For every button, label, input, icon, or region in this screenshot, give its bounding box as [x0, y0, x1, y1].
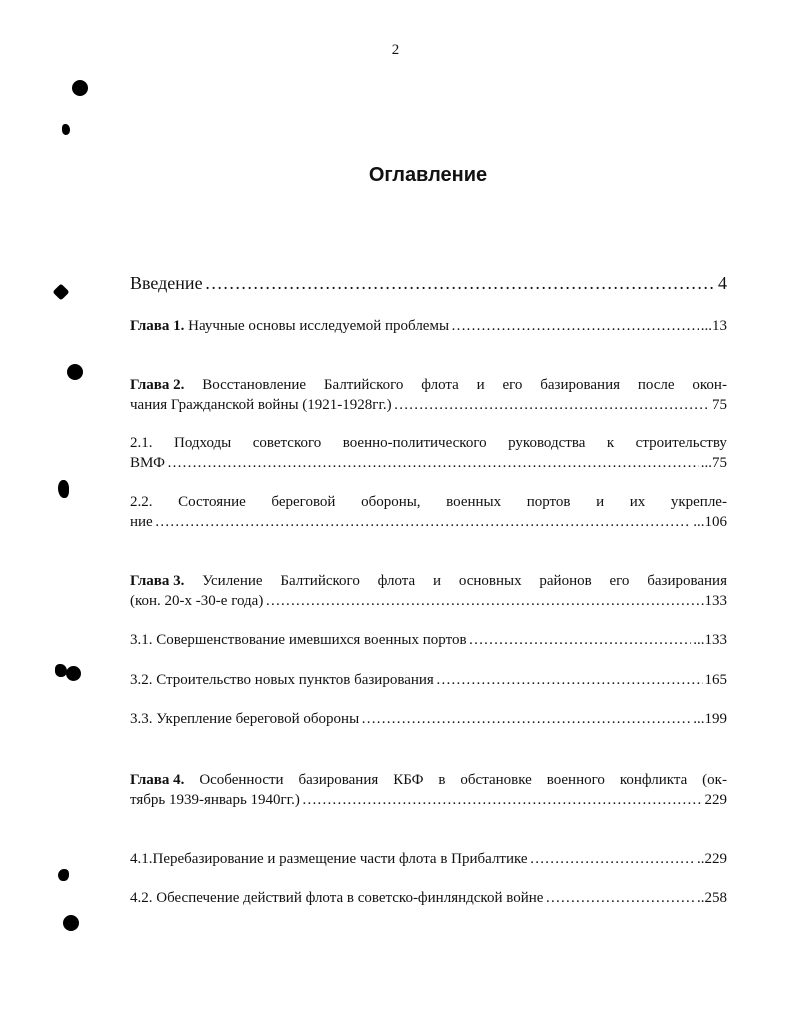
word: Балтийского — [280, 573, 360, 589]
section-4-1-page: ..229 — [697, 851, 727, 867]
chapter-3-prefix: Глава 3. — [130, 573, 185, 589]
leader-dots — [394, 395, 710, 415]
punch-hole-mark — [67, 364, 83, 380]
word: Подходы — [174, 435, 232, 451]
word: конфликта — [619, 772, 688, 788]
word: и — [596, 494, 605, 510]
chapter-2-page: 75 — [712, 397, 727, 413]
word: укрепле- — [670, 494, 727, 510]
word: к — [606, 435, 615, 451]
section-3-1-page: ...133 — [693, 632, 727, 648]
word: его — [609, 573, 630, 589]
word: КБФ — [393, 772, 424, 788]
chapter-1-page: ...13 — [700, 318, 727, 334]
leader-dots — [155, 512, 692, 532]
section-2-1-title-line2: ВМФ — [130, 455, 165, 471]
section-3-2-title: 3.2. Строительство новых пунктов базирования — [130, 672, 434, 688]
chapter-3-title-line2: (кон. 20-х -30-е года) — [130, 593, 264, 609]
section-3-1-title: 3.1. Совершенствование имевшихся военных портов — [130, 632, 467, 648]
word: строительству — [635, 435, 727, 451]
word: базирования — [647, 573, 727, 589]
word: военных — [446, 494, 502, 510]
word: советского — [252, 435, 322, 451]
word: (ок- — [702, 772, 727, 788]
section-3-3-title: 3.3. Укрепление береговой обороны — [130, 711, 360, 727]
toc-entry-section-4-2[interactable] — [130, 888, 727, 908]
section-3-3-page: ...199 — [693, 711, 727, 727]
toc-entry-section-2-1[interactable] — [130, 433, 727, 473]
word: их — [629, 494, 646, 510]
word: флота — [377, 573, 416, 589]
section-4-2-page: ..258 — [697, 890, 727, 906]
word: окон- — [692, 377, 727, 393]
word: Восстановление — [202, 377, 307, 393]
toc-entry-section-3-1[interactable] — [130, 630, 727, 650]
page-title: Оглавление — [368, 164, 488, 186]
chapter-2-title-line2: чания Гражданской войны (1921-1928гг.) — [130, 397, 392, 413]
leader-dots — [205, 273, 716, 293]
word: обстановке — [460, 772, 532, 788]
chapter-2-prefix: Глава 2. — [130, 377, 185, 393]
section-3-2-page: 165 — [704, 672, 727, 688]
toc-entry-chapter-4[interactable] — [130, 770, 727, 810]
word: военного — [546, 772, 605, 788]
section-2-1-page: ...75 — [700, 455, 727, 471]
chapter-3-page: .133 — [700, 593, 727, 609]
scan-blot-mark — [62, 124, 70, 135]
page-number: 2 — [391, 42, 400, 58]
word: береговой — [271, 494, 336, 510]
word: основных — [458, 573, 522, 589]
word: и — [432, 573, 442, 589]
word: 2.2. — [130, 494, 153, 510]
chapter-1-title: Научные основы исследуемой проблемы — [184, 318, 450, 334]
leader-dots — [436, 670, 703, 690]
word: портов — [526, 494, 571, 510]
word: в — [438, 772, 446, 788]
leader-dots — [167, 453, 699, 473]
word: 2.1. — [130, 435, 153, 451]
word: флота — [421, 377, 459, 393]
word: районов — [539, 573, 592, 589]
word: Особенности — [199, 772, 284, 788]
leader-dots — [545, 888, 695, 908]
punch-hole-mark — [72, 80, 88, 96]
toc-entry-section-3-3[interactable] — [130, 709, 727, 729]
section-2-2-title-line2: ние — [130, 514, 153, 530]
toc-entry-section-2-2[interactable] — [130, 492, 727, 532]
scan-blot-mark — [58, 480, 69, 498]
word: базирования — [298, 772, 379, 788]
section-2-2-page: ...106 — [693, 514, 727, 530]
word: после — [637, 377, 675, 393]
chapter-4-page: 229 — [704, 792, 727, 808]
leader-dots — [451, 316, 699, 336]
leader-dots — [302, 790, 703, 810]
toc-entry-chapter-3[interactable] — [130, 571, 727, 611]
word: Балтийского — [323, 377, 404, 393]
word: руководства — [508, 435, 586, 451]
word: базирования — [540, 377, 621, 393]
toc-entry-intro[interactable] — [130, 273, 727, 293]
leader-dots — [265, 591, 698, 611]
scan-blot-mark — [58, 869, 69, 881]
chapter-4-title-line2: тябрь 1939-январь 1940гг.) — [130, 792, 300, 808]
word: обороны, — [361, 494, 421, 510]
toc-entry-section-3-2[interactable] — [130, 670, 727, 690]
section-4-2-title: 4.2. Обеспечение действий флота в советско-финляндской войне — [130, 890, 544, 906]
toc-intro-page: 4 — [718, 273, 727, 293]
chapter-4-prefix: Глава 4. — [130, 772, 185, 788]
toc-entry-chapter-2[interactable] — [130, 375, 727, 415]
toc-intro-label: Введение — [130, 273, 203, 293]
word: военно-политического — [342, 435, 487, 451]
leader-dots — [361, 709, 691, 729]
toc-entry-section-4-1[interactable] — [130, 849, 727, 869]
word: Состояние — [178, 494, 246, 510]
toc-entry-chapter-1[interactable] — [130, 316, 727, 336]
punch-hole-mark — [66, 666, 81, 681]
word: и — [476, 377, 485, 393]
chapter-1-prefix: Глава 1. — [130, 318, 185, 334]
word: его — [502, 377, 523, 393]
scan-blot-mark — [53, 284, 70, 301]
section-4-1-title: 4.1.Перебазирование и размещение части флота в Прибалтике — [130, 851, 528, 867]
leader-dots — [530, 849, 695, 869]
word: Усиление — [202, 573, 263, 589]
leader-dots — [469, 630, 692, 650]
punch-hole-mark — [63, 915, 79, 931]
